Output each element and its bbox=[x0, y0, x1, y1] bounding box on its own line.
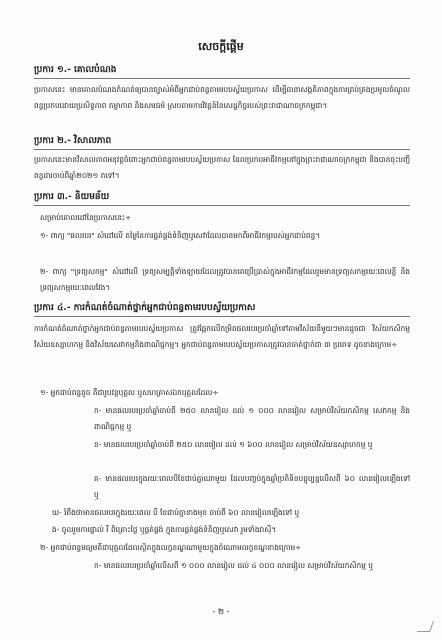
section-heading-4: ប្រការ ៤.- ការកំណត់ចំណាត់ថ្នាក់អ្នកជាប់ពន្ធតាមរបបស្វ័យប្រកាស bbox=[34, 302, 410, 317]
sub-item-ka-2: ក- មានផលរបរប្រចាំឆ្នាំលើសពី ១ ០០០ លានរៀល ដល់ ៤ ០០០ លានរៀល សម្រាប់វិស័យកសិកម្ម ឬ bbox=[94, 561, 373, 570]
section-heading-1: ប្រការ ១.- គោលបំណង bbox=[34, 64, 410, 79]
section-3-intro: សម្រាប់គោលដៅនៃប្រកាសនេះ÷ bbox=[40, 213, 132, 222]
section-heading-3: ប្រការ ៣.- និយមន័យ bbox=[34, 191, 410, 206]
category-item-1: ១- អ្នកជាប់ពន្ធតូច គឺជារូបវន្តបុគ្គល ឬសហគ្រាសឯកបុគ្គលដែល÷ bbox=[40, 388, 219, 397]
page-corner-mark bbox=[417, 621, 434, 632]
sub-item-ka: ក- មានផលរបរប្រចាំឆ្នាំចាប់ពី ២៥០ លានរៀល ដល់ ១ ០០០ លានរៀល សម្រាប់វិស័យកសិកម្ម សេវាកម្ម និងពាណិជ្ជកម្ម ឬ bbox=[94, 406, 410, 431]
section-2-paragraph: ប្រកាសនេះមានវិសាលភាពអនុវត្តចំពោះអ្នកជាប់ពន្ធតាមរបបស្វ័យប្រកាស ដែលប្រកបអាជីវកម្មនៅក្នុងព្រះរាជាណាចក្រកម្ពុជា និងបានចុះបញ្ជីពន្ធដារចាប់ពីឆ្នាំ២០២១ តទៅ។ bbox=[34, 155, 410, 180]
definition-item-2: ២- ពាក្យ "ទ្រព្យសកម្ម" សំដៅលើ ទ្រព្យសម្បត្តិទាំងឡាយដែលត្រូវបានគេប្រើប្រាស់ក្នុងអាជីវកម្មដែលរួមមានទ្រព្យសកម្មរយៈពេលខ្លី និងទ្រព្យសកម្មរយៈពេលវែង។ bbox=[40, 267, 410, 292]
sub-item-ko: គ- មានផលរបរក្នុងរយៈពេលបីខែជាប់គ្នាណាមួយ ដែលបញ្ចប់ក្នុងឆ្នាំប្រតិទិនបច្ចុប្បន្នលើសពី ៦០ លានរៀលឡើងទៅ ឬ bbox=[94, 474, 410, 499]
page-number: - ២ - bbox=[212, 607, 230, 616]
definition-item-1: ១- ពាក្យ "ផលរបរ" សំដៅលើ តម្លៃនៃការផ្គត់ផ្គង់ទំនិញឬសេវាដែលបានមកពីអាជីវកម្មរបស់អ្នកជាប់ពន្ធ។ bbox=[40, 231, 321, 240]
sub-item-ngo: ង- ចូលរួមការផ្ទាល់ រឺ ពិគ្រោះថ្លៃ ឬផ្គត់ផ្គង់ ក្នុងការផ្គត់ផ្គង់ទំនិញឬសេវា រួមទាំងរាស៊ី។ bbox=[52, 525, 277, 534]
document-title: សេចក្តីផ្តើម bbox=[198, 40, 244, 53]
sub-item-kho: ឃ- រំពឹងថាមានផលរបរក្នុងរយៈពេល បី ខែជាប់គ្នាខាងមុខ ចាប់ពី ៦០ លានរៀលឡើងទៅ ឬ bbox=[52, 508, 300, 517]
section-heading-2: ប្រការ ២.- វិសាលភាព bbox=[34, 135, 410, 150]
category-item-2: ២- អ្នកជាប់ពន្ធមធ្យមគឺជាបុគ្គលដែលស្ថិតក្នុងលក្ខខណ្ឌណាមួយក្នុងចំណោមលក្ខខណ្ឌខាងក្រោម÷ bbox=[40, 543, 302, 552]
section-1-paragraph: ប្រកាសនេះ មានគោលបំណងកំណត់ឲ្យបានច្បាស់អំពីអ្នកជាប់ពន្ធតាមរបបស្វ័យប្រកាស ដើម្បីធានាសង្គតិភាពក្នុងការគ្រប់គ្រងប្រមូលចំណូលពន្ធប្រកបដោយប្រសិទ្ធភាព តម្លាភាព និងសមធម៌ ស្របតាមការវិវត្តន៍នៃសេដ្ឋកិច្ចរបស់ព្រះរាជាណាចក្រកម្ពុជា។ bbox=[34, 85, 410, 110]
section-4-intro: ការកំណត់ចំណាត់ថ្នាក់អ្នកជាប់ពន្ធតាមរបបស្វ័យប្រកាស ត្រូវផ្អែកលើកម្រិតផលរបរប្រចាំឆ្នាំទៅតាមវិស័យនីមួយៗមានដូចជា វិស័យកសិកម្ម វិស័យឧស្សាហកម្ម និងវិស័យសេវាកម្មនិងពាណិជ្ជកម្ម។ អ្នកជាប់ពន្ធតាមរបបស្វ័យប្រកាសត្រូវបានចាត់ថ្នាក់ជា ៣ ប្រភេទ ដូចខាងក្រោម÷ bbox=[34, 324, 410, 349]
sub-item-kha: ខ- មានផលរបរប្រចាំឆ្នាំចាប់ពី ២៥០ លានរៀល ដល់ ១ ៦០០ លានរៀល សម្រាប់វិស័យឧស្សាហកម្ម ឬ bbox=[94, 440, 373, 449]
